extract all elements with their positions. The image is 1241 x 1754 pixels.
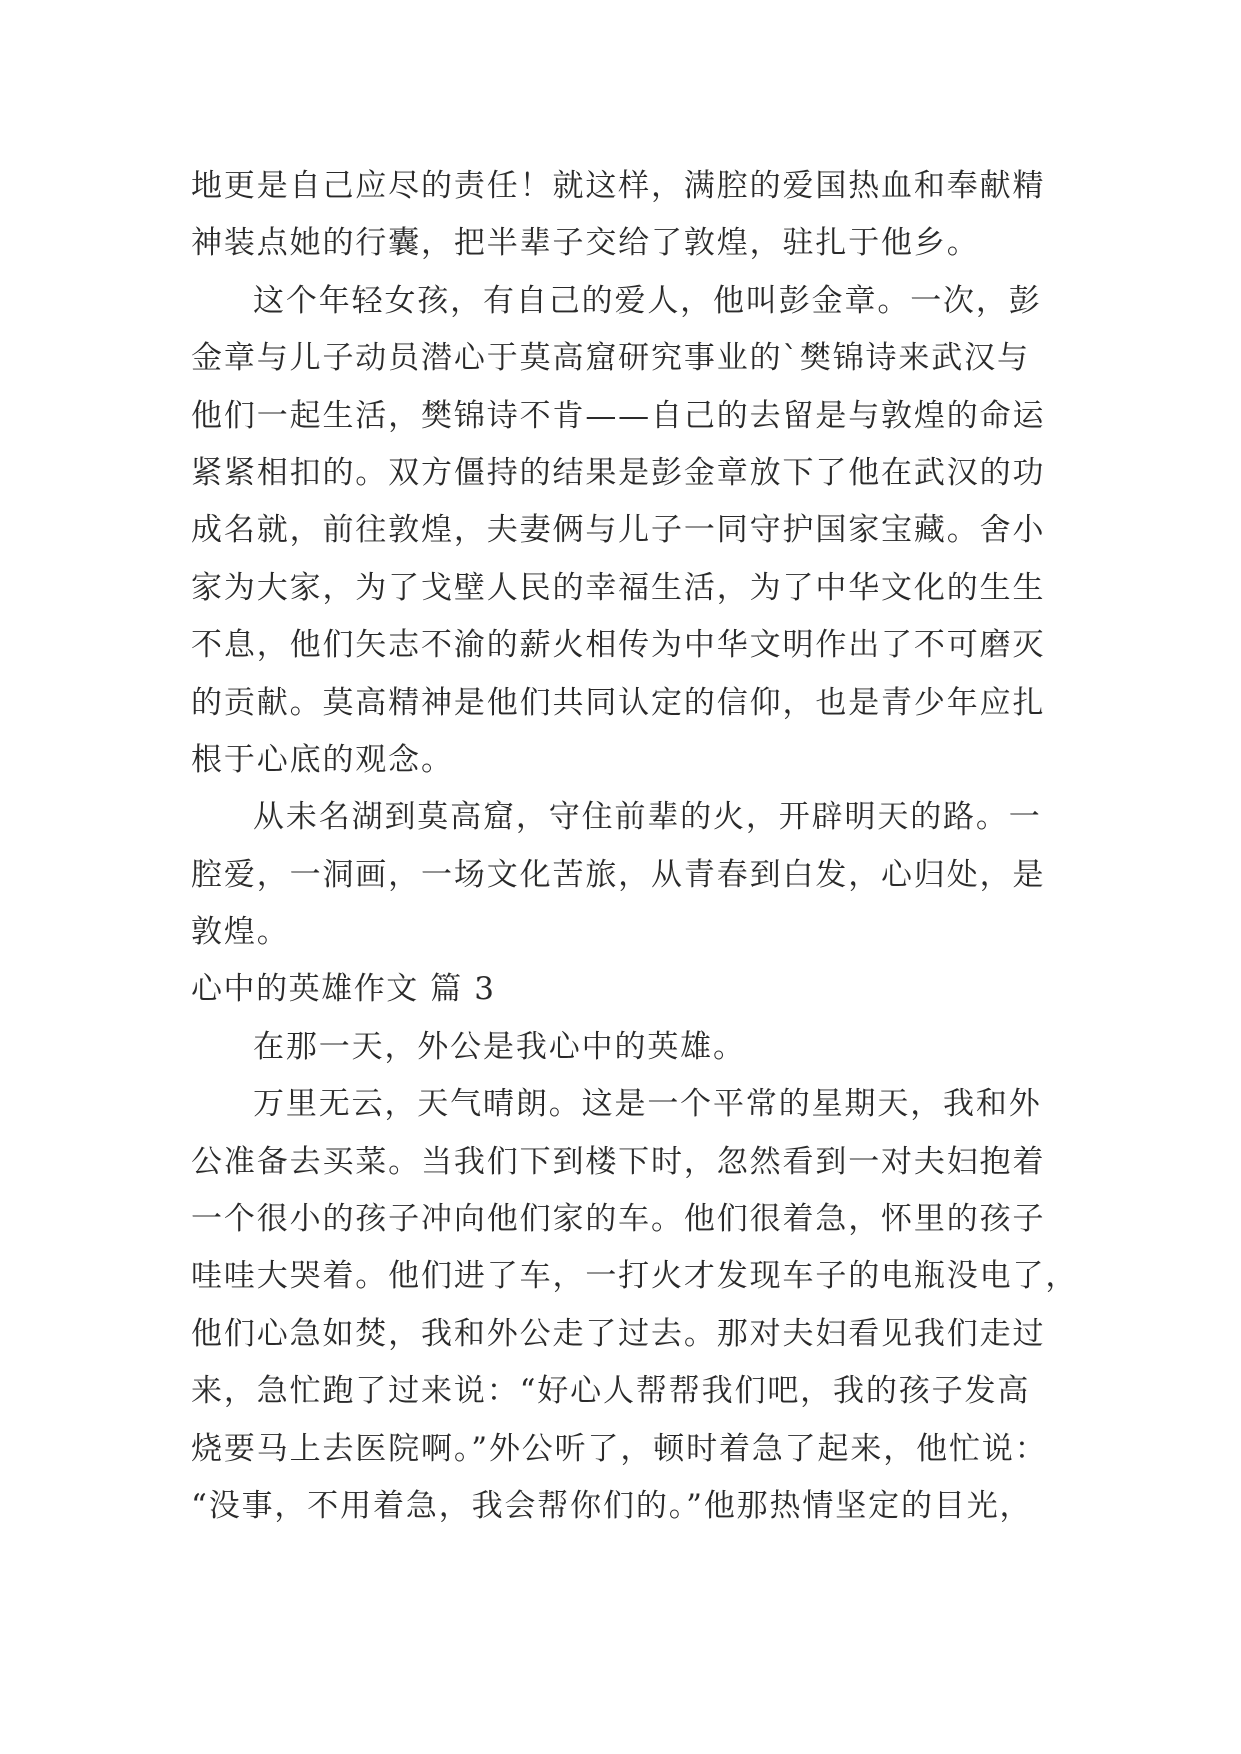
text-line: 金章与儿子动员潜心于莫高窟研究事业的`樊锦诗来武汉与 [191,340,1030,377]
text-line: 不息，他们矢志不渝的薪火相传为中华文明作出了不可磨灭 [191,627,1046,664]
text-line: 这个年轻女孩，有自己的爱人，他叫彭金章。一次，彭 [253,282,1042,319]
text-line: 紧紧相扣的。双方僵持的结果是彭金章放下了他在武汉的功 [191,454,1046,491]
text-line: 在那一天，外公是我心中的英雄。 [253,1028,746,1065]
text-line: 地更是自己应尽的责任！就这样，满腔的爱国热血和奉献精 [191,168,1046,204]
text-line: 成名就，前往敦煌，夫妻俩与儿子一同守护国家宝藏。舍小 [191,512,1046,549]
text-line: 一个很小的孩子冲向他们家的车。他们很着急，怀里的孩子 [191,1201,1046,1238]
text-line: 来，急忙跑了过来说：“好心人帮帮我们吧，我的孩子发高 [191,1373,1031,1410]
text-line: 公准备去买菜。当我们下到楼下时，忽然看到一对夫妇抱着 [191,1143,1046,1180]
text-line: 根于心底的观念。 [191,741,454,778]
document-body [191,158,1091,1535]
text-line: 他们一起生活，樊锦诗不肯——自己的去留是与敦煌的命运 [191,397,1046,434]
section-heading: 心中的英雄作文 篇 3 [191,971,496,1008]
text-line: 的贡献。莫高精神是他们共同认定的信仰，也是青少年应扎 [191,684,1046,721]
text-line: 万里无云，天气晴朗。这是一个平常的星期天，我和外 [253,1086,1042,1123]
text-line: “没事，不用着急，我会帮你们的。”他那热情坚定的目光， [191,1487,1033,1524]
text-line: 他们心急如焚，我和外公走了过去。那对夫妇看见我们走过 [191,1315,1046,1352]
text-line: 腔爱，一洞画，一场文化苦旅，从青春到白发，心归处，是 [191,856,1046,893]
text-line: 家为大家，为了戈壁人民的幸福生活，为了中华文化的生生 [191,569,1046,606]
text-line: 哇哇大哭着。他们进了车，一打火才发现车子的电瓶没电了， [191,1258,1079,1295]
text-line: 敦煌。 [191,914,290,951]
text-line: 从未名湖到莫高窟，守住前辈的火，开辟明天的路。一 [253,799,1042,836]
text-line: 神装点她的行囊，把半辈子交给了敦煌，驻扎于他乡。 [191,225,980,262]
text-line: 烧要马上去医院啊。”外公听了，顿时着急了起来，他忙说： [191,1430,1048,1467]
